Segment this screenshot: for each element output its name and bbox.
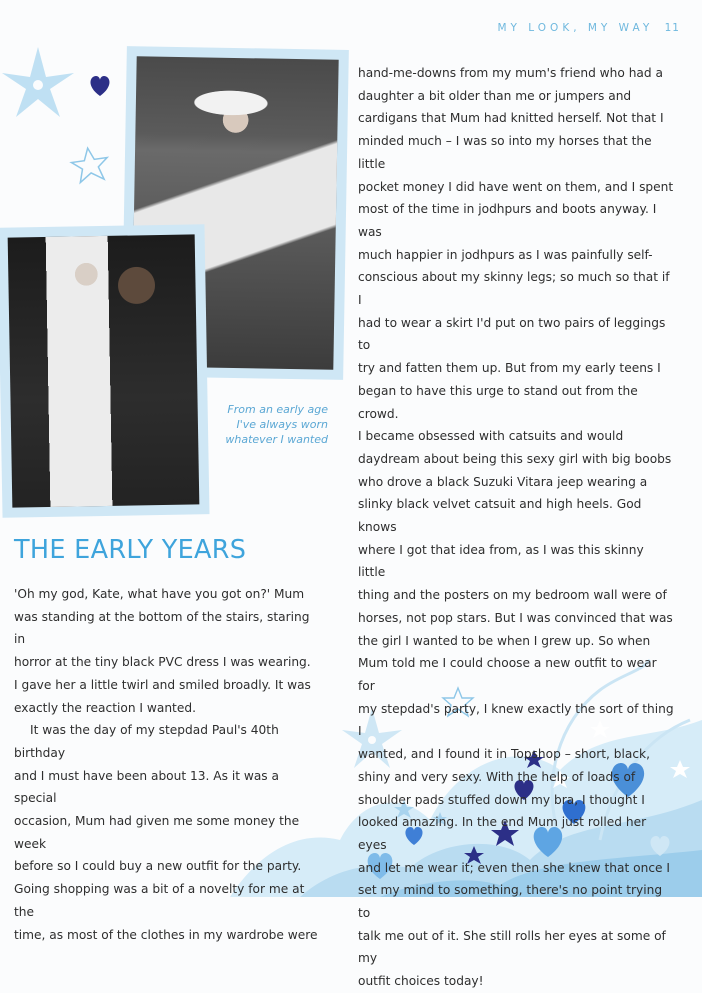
text-line: and I must have been about 13. As it was a special: [14, 768, 280, 806]
text-line: hand-me-downs from my mum's friend who had a: [358, 66, 663, 80]
text-line: began to have this urge to stand out from the crowd.: [358, 383, 638, 421]
text-line: Going shopping was a bit of a novelty for me at the: [14, 882, 305, 919]
text-line: outfit choices today!: [358, 974, 484, 989]
text-line: daydream about being this sexy girl with big boobs: [358, 451, 672, 466]
text-line: minded much – I was so into my horses that the little: [358, 134, 652, 171]
text-line: I became obsessed with catsuits and would: [358, 429, 624, 444]
text-line: cardigans that Mum had knitted herself. Not that I: [358, 111, 664, 126]
text-line: my stepdad's party, I knew exactly the sort of thing I: [358, 701, 674, 739]
text-line: before so I could buy a new outfit for the party.: [14, 859, 302, 874]
photo-image: [8, 234, 200, 507]
text-line: shoulder pads stuffed down my bra, I thought I: [358, 792, 645, 807]
text-line: time, as most of the clothes in my wardrobe were: [14, 927, 318, 942]
left-column: [14, 583, 324, 946]
paragraph: [14, 583, 324, 719]
text-line: exactly the reaction I wanted.: [14, 700, 196, 715]
paragraph: [14, 719, 324, 946]
photo-caption: [218, 402, 328, 447]
text-line: was standing at the bottom of the stairs, staring in: [14, 609, 310, 647]
text-line: shiny and very sexy. With the help of loads of: [358, 769, 636, 784]
caption-line: whatever I wanted: [225, 433, 328, 446]
text-line: occasion, Mum had given me some money the week: [14, 814, 300, 851]
star-flower-icon: [2, 47, 74, 117]
text-line: I gave her a little twirl and smiled broadly. It was: [14, 677, 311, 692]
text-line: daughter a bit older than me or jumpers and: [358, 88, 632, 103]
text-line: the girl I wanted to be when I grew up. So when: [358, 633, 651, 648]
text-line: much happier in jodhpurs as I was painfully self-: [358, 247, 653, 262]
running-head: [498, 22, 681, 34]
text-line: 'Oh my god, Kate, what have you got on?' Mum: [14, 587, 305, 601]
running-head-title: MY LOOK, MY WAY: [497, 22, 654, 34]
text-line: It was the day of my stepdad Paul's 40th birthday: [14, 723, 279, 760]
text-line: horror at the tiny black PVC dress I was wearing.: [14, 655, 311, 670]
text-line: horses, not pop stars. But I was convinced that was: [358, 610, 673, 625]
text-line: thing and the posters on my bedroom wall were of: [358, 588, 667, 603]
text-line: looked amazing. In the end Mum just rolled her eyes: [358, 815, 647, 852]
right-column: [358, 62, 674, 993]
text-line: set my mind to something, there's no point trying to: [358, 883, 663, 921]
photo-party-costume: [0, 224, 210, 518]
text-line: where I got that idea from, as I was this skinny little: [358, 542, 644, 580]
text-line: had to wear a skirt I'd put on two pairs of leggings to: [358, 315, 666, 353]
page-number: 11: [664, 22, 680, 34]
heart-icon: [91, 76, 110, 96]
text-line: most of the time in jodhpurs and boots anyway. I was: [358, 202, 657, 239]
text-line: slinky black velvet catsuit and high heels. God knows: [358, 497, 642, 535]
text-line: wanted, and I found it in Topshop – short, black,: [358, 747, 650, 762]
text-line: conscious about my skinny legs; so much so that if I: [358, 270, 670, 308]
text-line: Mum told me I could choose a new outfit to wear for: [358, 656, 657, 693]
caption-line: I've always worn: [236, 418, 328, 431]
section-heading: THE EARLY YEARS: [14, 535, 247, 565]
text-line: talk me out of it. She still rolls her eyes at some of my: [358, 928, 666, 966]
text-line: who drove a black Suzuki Vitara jeep wearing a: [358, 474, 648, 489]
text-line: pocket money I did have went on them, and I spent: [358, 179, 674, 194]
caption-line: From an early age: [227, 403, 328, 416]
text-line: try and fatten them up. But from my early teens I: [358, 361, 661, 376]
paragraph: [358, 62, 674, 993]
text-line: and let me wear it; even then she knew that once I: [358, 860, 670, 875]
star-outline-icon: [70, 146, 110, 184]
